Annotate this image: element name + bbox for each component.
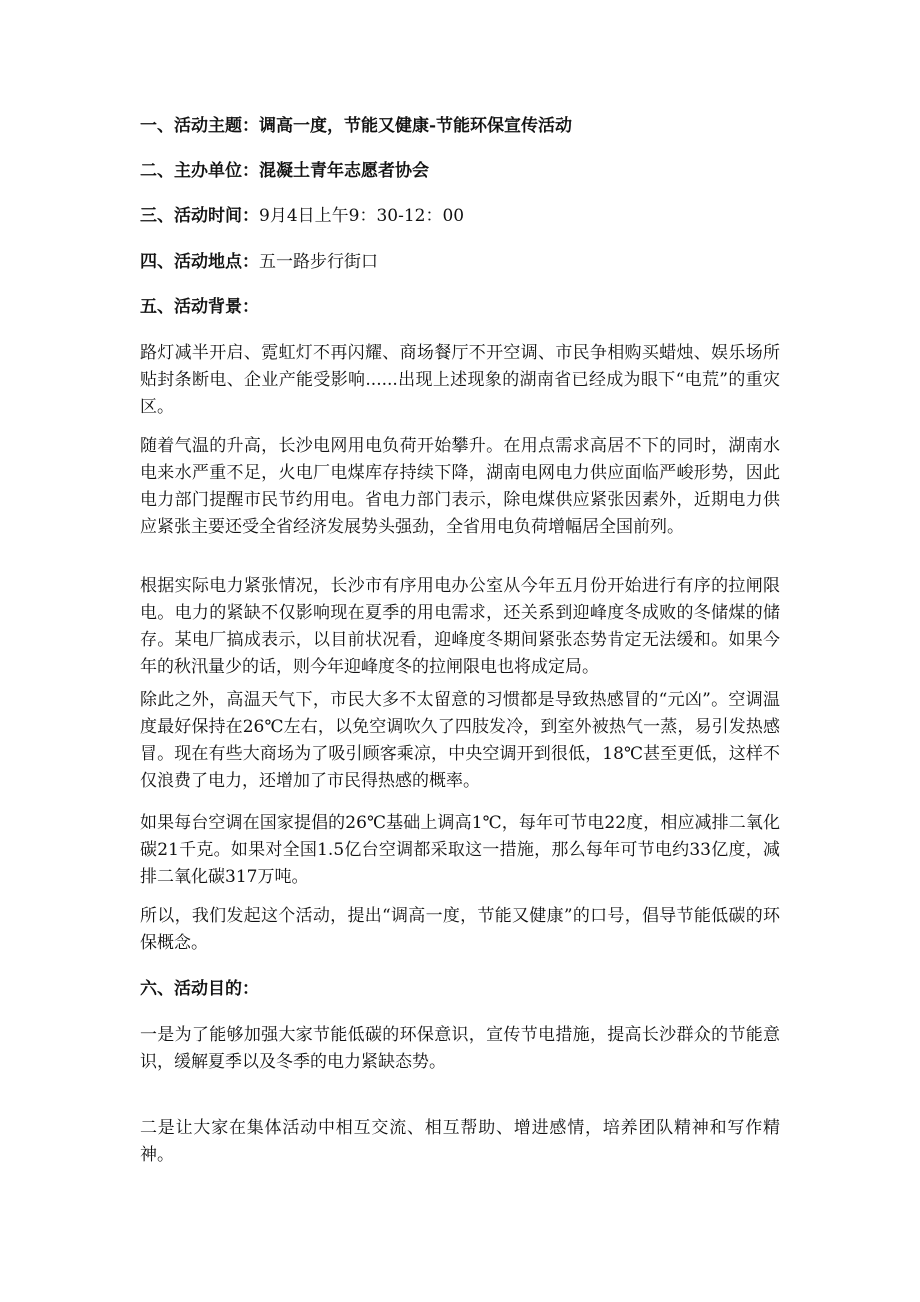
- organizer-heading: [140, 158, 800, 184]
- theme-value: 调高一度，节能又健康-节能环保宣传活动: [259, 116, 573, 136]
- time-heading: [140, 203, 800, 229]
- theme-heading: [140, 113, 800, 139]
- time-label: 三、活动时间：: [140, 206, 259, 226]
- background-paragraph: 根据实际电力紧张情况，长沙市有序用电办公室从今年五月份开始进行有序的拉闸限电。电力的紧缺不仅影响现在夏季的用电需求，还关系到迎峰度冬成败的冬储煤的储存。某电厂搞成表示，以目前状况看，迎峰度冬期间紧张态势肯定无法缓和。如果今年的秋汛量少的话，则今年迎峰度冬的拉闸限电也将成定局。: [140, 576, 780, 677]
- theme-label: 一、活动主题：: [140, 116, 259, 136]
- organizer-label: 二、主办单位：: [140, 161, 259, 181]
- location-heading: [140, 249, 800, 275]
- background-paragraph: 如果每台空调在国家提倡的26℃基础上调高1℃，每年可节电22度，相应减排二氧化碳21千克。如果对全国1.5亿台空调都采取这一措施，那么每年可节电约33亿度，减排二氧化碳317万吨。: [140, 813, 780, 887]
- background-heading: [140, 294, 800, 320]
- organizer-value: 混凝土青年志愿者协会: [259, 161, 429, 181]
- time-value: 9月4日上午9：30-12：00: [259, 206, 465, 226]
- purpose-paragraph: 一是为了能够加强大家节能低碳的环保意识，宣传节电措施，提高长沙群众的节能意识，缓解夏季以及冬季的电力紧缺态势。: [140, 1025, 780, 1072]
- background-paragraph: 除此之外，高温天气下，市民大多不太留意的习惯都是导致热感冒的“元凶”。空调温度最好保持在26℃左右，以免空调吹久了四肢发冷，到室外被热气一蒸，易引发热感冒。现在有些大商场为了吸引顾客乘凉，中央空调开到很低，18℃甚至更低，这样不仅浪费了电力，还增加了市民得热感的概率。: [140, 690, 780, 791]
- location-value: 五一路步行街口: [259, 252, 378, 272]
- background-label: 五、活动背景：: [140, 297, 259, 317]
- background-paragraph: 路灯减半开启、霓虹灯不再闪耀、商场餐厅不开空调、市民争相购买蜡烛、娱乐场所贴封条断电、企业产能受影响......出现上述现象的湖南省已经成为眼下“电荒”的重灾区。: [140, 343, 780, 417]
- location-label: 四、活动地点：: [140, 252, 259, 272]
- purpose-paragraph: 二是让大家在集体活动中相互交流、相互帮助、增进感情，培养团队精神和写作精神。: [140, 1118, 780, 1165]
- background-paragraph: 所以，我们发起这个活动，提出“调高一度，节能又健康”的口号，倡导节能低碳的环保概念。: [140, 906, 780, 953]
- purpose-label: 六、活动目的：: [140, 979, 259, 999]
- background-paragraph: 随着气温的升高，长沙电网用电负荷开始攀升。在用点需求高居不下的同时，湖南水电来水严重不足，火电厂电煤库存持续下降，湖南电网电力供应面临严峻形势，因此电力部门提醒市民节约用电。省电力部门表示，除电煤供应紧张因素外，近期电力供应紧张主要还受全省经济发展势头强劲，全省用电负荷增幅居全国前列。: [140, 436, 780, 537]
- purpose-heading: [140, 976, 800, 1002]
